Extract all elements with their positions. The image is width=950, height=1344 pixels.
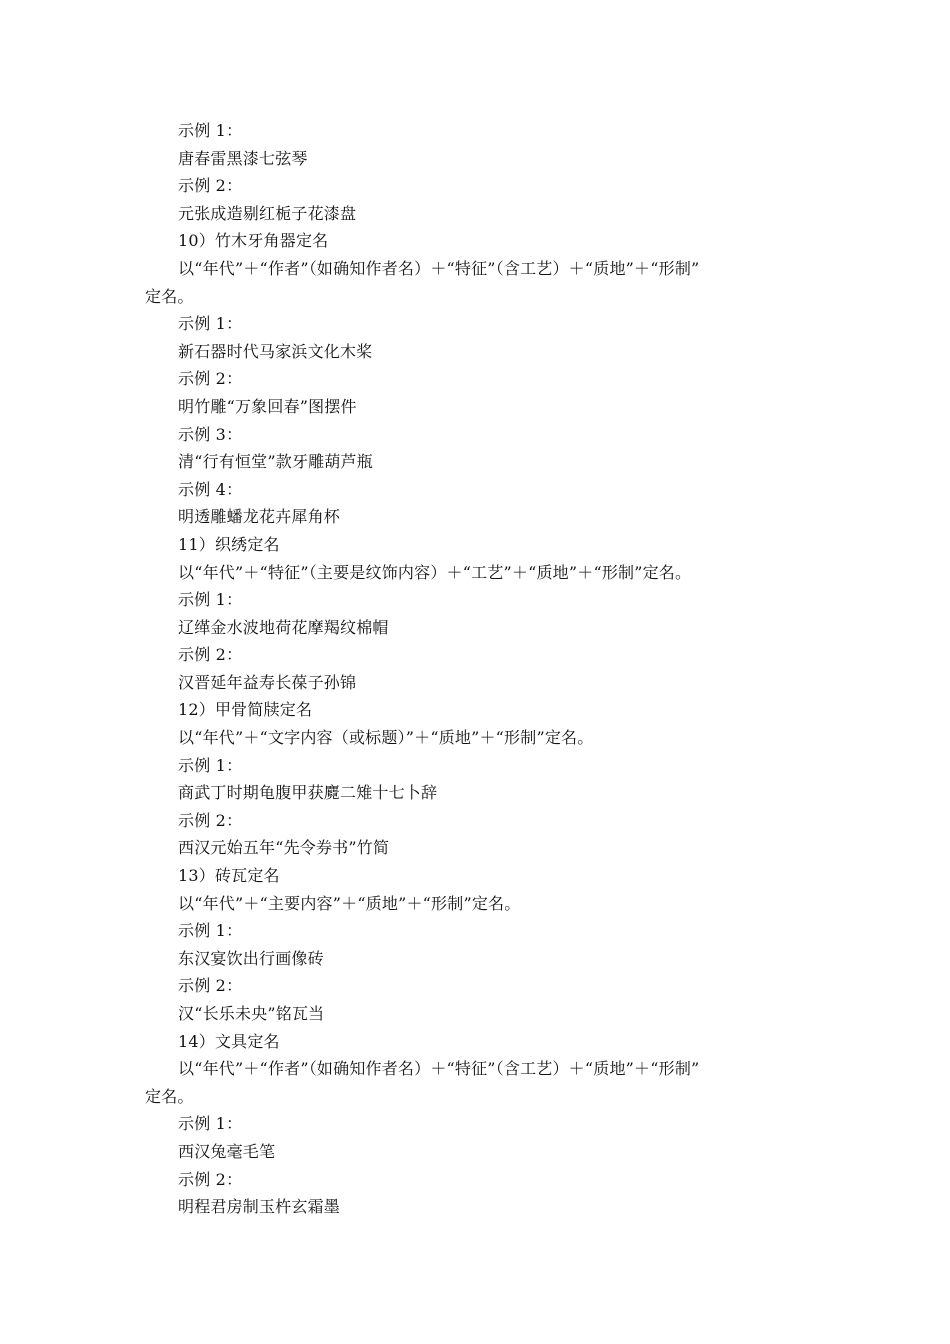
text-line: 元张成造剔红栀子花漆盘 [178,203,357,223]
text-line: 示例 2： [178,976,243,996]
text-line: 示例 1： [178,590,243,610]
text-line: 东汉宴饮出行画像砖 [178,948,324,968]
text-line: 11）织绣定名 [178,534,280,554]
text-line: 明程君房制玉杵玄霜墨 [178,1197,341,1217]
text-line: 新石器时代马家浜文化木桨 [178,341,373,361]
text-line: 示例 2： [178,1169,243,1189]
text-line: 明竹雕“万象回春”图摆件 [178,396,357,416]
text-line: 以“年代”＋“特征”（主要是纹饰内容）＋“工艺”＋“质地”＋“形制”定名。 [178,562,692,582]
text-line: 以“年代”＋“主要内容”＋“质地”＋“形制”定名。 [178,893,521,913]
text-line: 14）文具定名 [178,1031,280,1051]
text-line: 12）甲骨简牍定名 [178,700,313,720]
text-line: 以“年代”＋“作者”（如确知作者名）＋“特征”（含工艺）＋“质地”＋“形制” [178,258,700,278]
text-line: 辽缂金水波地荷花摩羯纹棉帽 [178,617,389,637]
text-line: 示例 1： [178,755,243,775]
text-line: 西汉兔毫毛笔 [178,1141,276,1161]
text-line: 示例 4： [178,479,243,499]
text-line: 明透雕蟠龙花卉犀角杯 [178,507,341,527]
text-line: 以“年代”＋“作者”（如确知作者名）＋“特征”（含工艺）＋“质地”＋“形制” [178,1059,700,1079]
text-line: 示例 2： [178,810,243,830]
text-line: 示例 3： [178,424,243,444]
text-line: 示例 2： [178,369,243,389]
text-line: 示例 2： [178,176,243,196]
text-line: 唐春雷黑漆七弦琴 [178,148,308,168]
text-line: 定名。 [145,286,194,306]
text-line: 10）竹木牙角器定名 [178,231,329,251]
text-line: 示例 1： [178,921,243,941]
text-line: 定名。 [145,1086,194,1106]
text-line: 商武丁时期龟腹甲获麑二雉十七卜辞 [178,783,438,803]
text-line: 13）砖瓦定名 [178,866,280,886]
text-line: 西汉元始五年“先令券书”竹简 [178,838,390,858]
text-line: 以“年代”＋“文字内容（或标题）”＋“质地”＋“形制”定名。 [178,728,594,748]
document-body [145,117,815,1221]
text-line: 示例 2： [178,645,243,665]
text-line: 汉“长乐未央”铭瓦当 [178,1004,325,1023]
text-line: 示例 1： [178,1114,243,1134]
text-line: 示例 1： [178,121,243,140]
text-line: 清“行有恒堂”款牙雕葫芦瓶 [178,452,373,472]
text-line: 汉晋延年益寿长葆子孙锦 [178,672,357,692]
text-line: 示例 1： [178,314,243,334]
